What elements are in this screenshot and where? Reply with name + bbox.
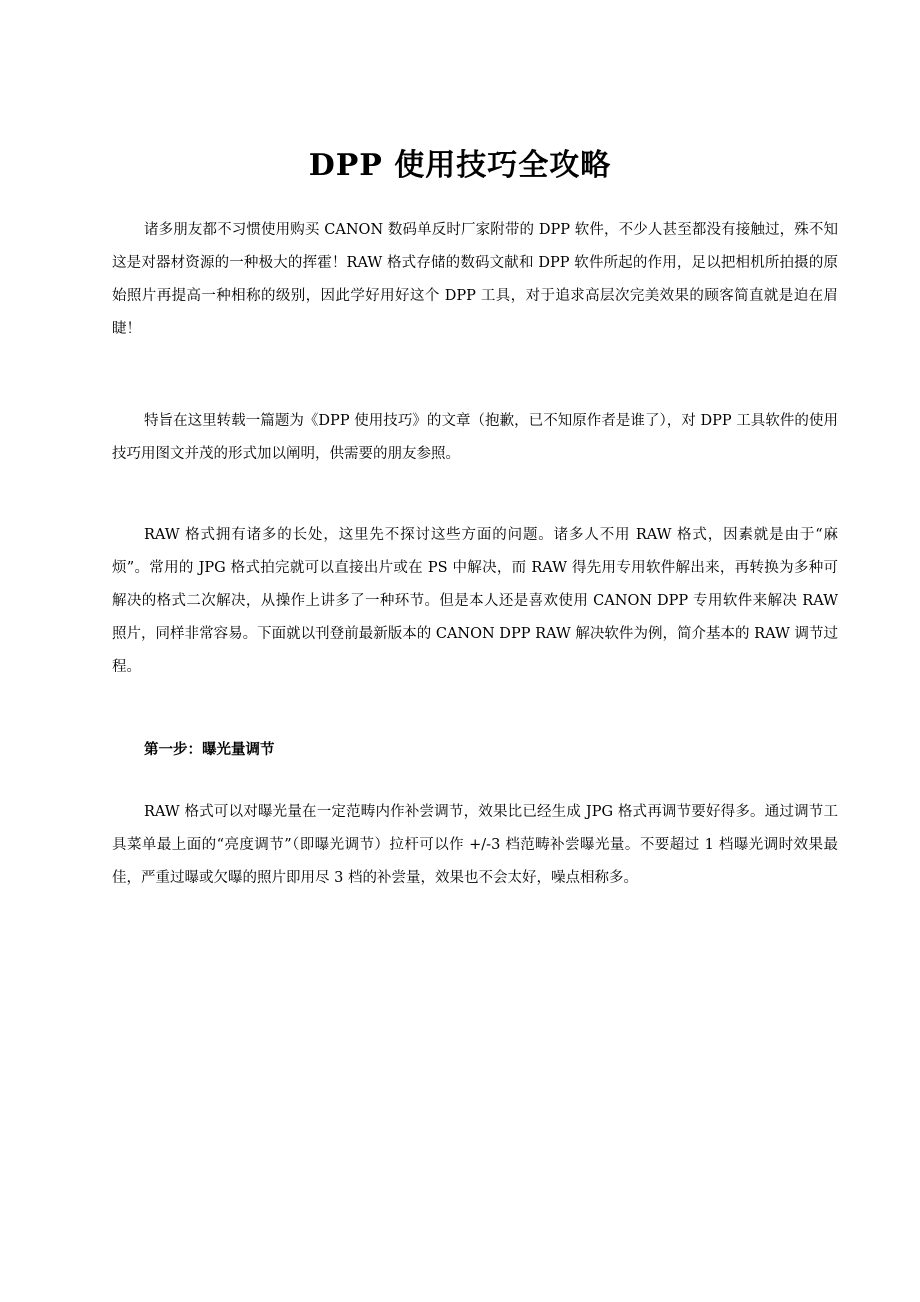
document-title: DPP 使用技巧全攻略 xyxy=(308,148,612,183)
step-one-heading: 第一步：曝光量调节 xyxy=(144,742,275,758)
raw-overview-paragraph: RAW 格式拥有诸多的长处，这里先不探讨这些方面的问题。诸多人不用 RAW 格式，因素就是由于“麻烦”。常用的 JPG 格式拍完就可以直接出片或在 PS 中解决，而 RAW 得先用专用软件解出来，再转换为多种可解决的格式二次解决，从操作上讲多了一种环节。但是本人还是喜欢使用 CANON DPP 专用软件来解决 RAW 照片，同样非常容易。下面就以刊登前最新版本的 CANON DPP RAW 解决软件为例，简介基本的 RAW 调节过程。 xyxy=(112,527,838,675)
reprint-note-paragraph: 特旨在这里转载一篇题为《DPP 使用技巧》的文章（抱歉，已不知原作者是谁了），对 DPP 工具软件的使用技巧用图文并茂的形式加以阐明，供需要的朋友参照。 xyxy=(112,413,838,462)
intro-paragraph: 诸多朋友都不习惯使用购买 CANON 数码单反时厂家附带的 DPP 软件，不少人甚至都没有接触过，殊不知这是对器材资源的一种极大的挥霍！RAW 格式存储的数码文献和 DPP 软件所起的作用，足以把相机所拍摄的原始照片再提高一种相称的级别，因此学好用好这个 DPP 工具，对于追求高层次完美效果的顾客简直就是迫在眉睫！ xyxy=(112,222,838,337)
exposure-adjust-paragraph: RAW 格式可以对曝光量在一定范畴内作补尝调节，效果比已经生成 JPG 格式再调节要好得多。通过调节工具菜单最上面的“亮度调节”（即曝光调节）拉杆可以作 +/-3 档范畴补尝曝光量。不要超过 1 档曝光调时效果最佳，严重过曝或欠曝的照片即用尽 3 档的补尝量，效果也不会太好，噪点相称多。 xyxy=(112,804,838,886)
